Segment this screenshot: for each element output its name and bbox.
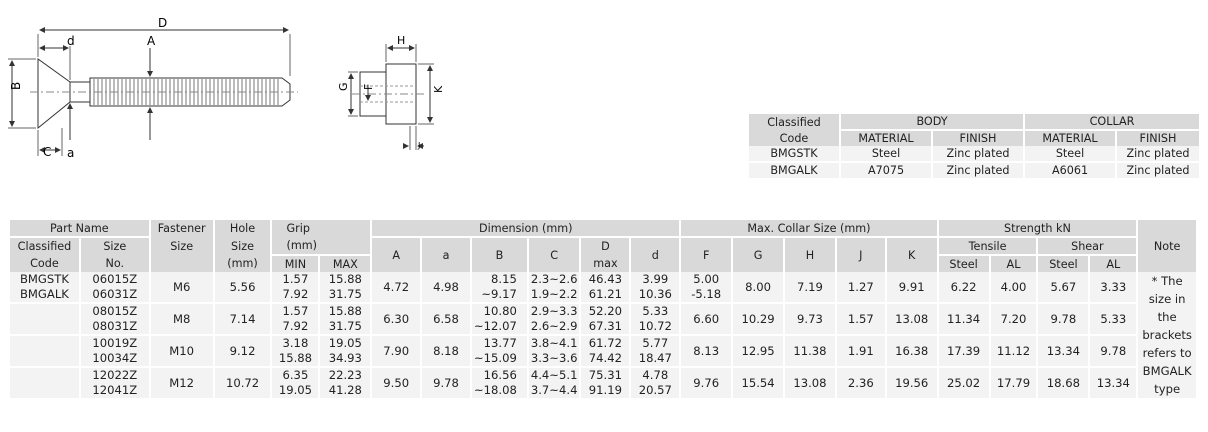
shear-steel-cell: 9.78 xyxy=(1037,303,1089,335)
body-material-cell: A7075 xyxy=(840,162,932,178)
strength-header: Strength kN xyxy=(938,220,1138,237)
part-name-header: Part Name xyxy=(10,220,150,237)
collar-J-cell: 1.57 xyxy=(836,303,886,335)
dim-d-cell: 10.36 xyxy=(630,287,680,303)
spec-table xyxy=(10,220,1196,398)
dim-a-cell: 8.18 xyxy=(421,335,471,367)
code-cell: BMGSTK xyxy=(749,146,840,162)
classified-code-cell: BMGALK xyxy=(10,287,80,303)
hole-header: Hole xyxy=(214,220,272,237)
grip-max-cell: 22.23 xyxy=(319,367,371,383)
dim-D-cell: 61.21 xyxy=(580,287,630,303)
tensile-al-cell: 7.20 xyxy=(990,303,1038,335)
dim-A-header: A xyxy=(371,237,421,272)
shear-al-header: AL xyxy=(1089,255,1137,272)
label-D: D xyxy=(158,16,168,30)
dim-C-cell: 2.6~2.9 xyxy=(528,319,581,335)
table-row xyxy=(10,367,1196,383)
label-d: d xyxy=(67,34,75,48)
technical-drawing xyxy=(0,0,460,170)
dim-B-cell: ~12.07 xyxy=(471,319,528,335)
grip-min-cell: 3.18 xyxy=(271,335,319,351)
label-a: a xyxy=(67,146,75,160)
grip-max-cell: 41.28 xyxy=(319,383,371,398)
grip-max-cell: 31.75 xyxy=(319,287,371,303)
collar-G-cell: 8.00 xyxy=(732,272,784,303)
dim-D-cell: 46.43 xyxy=(580,272,630,287)
table-row xyxy=(10,303,1196,319)
dim-A-cell: 6.30 xyxy=(371,303,421,335)
dim-D-cell: 74.42 xyxy=(580,351,630,367)
grip-max-cell: 15.88 xyxy=(319,272,371,287)
dim-a-cell: 9.78 xyxy=(421,367,471,398)
label-A: A xyxy=(147,34,156,48)
collar-H-cell: 13.08 xyxy=(784,367,836,398)
shear-steel-cell: 5.67 xyxy=(1037,272,1089,303)
collar-G-cell: 15.54 xyxy=(732,367,784,398)
collar-F-cell: 6.60 xyxy=(680,303,732,335)
tensile-steel-cell: 25.02 xyxy=(938,367,990,398)
shear-al-cell: 9.78 xyxy=(1089,335,1137,367)
collar-G-cell: 10.29 xyxy=(732,303,784,335)
collar-material-cell: A6061 xyxy=(1024,162,1116,178)
dim-a-cell: 4.98 xyxy=(421,272,471,303)
collar-K-cell: 9.91 xyxy=(886,272,938,303)
dim-D-cell: 75.31 xyxy=(580,367,630,383)
shear-steel-cell: 13.34 xyxy=(1037,335,1089,367)
grip-max-cell: 15.88 xyxy=(319,303,371,319)
tensile-al-cell: 11.12 xyxy=(990,335,1038,367)
fastener-size-cell: M10 xyxy=(150,335,214,367)
label-F: F xyxy=(362,83,375,90)
classified-code-cell xyxy=(10,367,80,398)
collar-K-cell: 16.38 xyxy=(886,335,938,367)
collar-finish-cell: Zinc plated xyxy=(1116,162,1199,178)
collar-K-header: K xyxy=(886,237,938,272)
hole-size-header: Size xyxy=(214,237,272,255)
shear-al-cell: 5.33 xyxy=(1089,303,1137,335)
dim-a-header: a xyxy=(421,237,471,272)
dim-d-cell: 5.77 xyxy=(630,335,680,351)
tensile-steel-cell: 17.39 xyxy=(938,335,990,367)
classified-header: Classified xyxy=(10,237,80,255)
size-no-cell: 06015Z xyxy=(80,272,150,287)
dim-D-header: D xyxy=(580,237,630,255)
collar-G-cell: 12.95 xyxy=(732,335,784,367)
collar-size-header: Max. Collar Size (mm) xyxy=(680,220,937,237)
collar-material-header: MATERIAL xyxy=(1024,130,1116,146)
dim-C-cell: 2.9~3.3 xyxy=(528,303,581,319)
dim-D-cell: 52.20 xyxy=(580,303,630,319)
dim-d-cell: 5.33 xyxy=(630,303,680,319)
dim-C-cell: 1.9~2.2 xyxy=(528,287,581,303)
hole-size-cell: 5.56 xyxy=(214,272,272,303)
size-no-cell: 06031Z xyxy=(80,287,150,303)
size-no-cell: 10034Z xyxy=(80,351,150,367)
no-header: No. xyxy=(80,255,150,272)
material-table xyxy=(749,114,1199,178)
label-H: H xyxy=(397,34,406,47)
hole-mm-header: (mm) xyxy=(214,255,272,272)
collar-H-cell: 9.73 xyxy=(784,303,836,335)
tensile-al-cell: 17.79 xyxy=(990,367,1038,398)
dim-d-header: d xyxy=(630,237,680,272)
dim-B-cell: 13.77 xyxy=(471,335,528,351)
dim-a-cell: 6.58 xyxy=(421,303,471,335)
tensile-steel-cell: 6.22 xyxy=(938,272,990,303)
grip-min-cell: 7.92 xyxy=(271,287,319,303)
collar-K-cell: 13.08 xyxy=(886,303,938,335)
shear-steel-cell: 18.68 xyxy=(1037,367,1089,398)
dim-d-cell: 4.78 xyxy=(630,367,680,383)
label-J: J xyxy=(418,141,421,150)
dim-C-header: C xyxy=(528,237,581,272)
size-no-cell: 08015Z xyxy=(80,303,150,319)
body-header: BODY xyxy=(840,114,1024,130)
fastener-size-header: Size xyxy=(150,237,214,255)
tensile-al-cell: 4.00 xyxy=(990,272,1038,303)
label-C: C xyxy=(43,145,52,159)
grip-min-cell: 19.05 xyxy=(271,383,319,398)
grip-min-cell: 1.57 xyxy=(271,272,319,287)
dim-D-cell: 61.72 xyxy=(580,335,630,351)
grip-header: Grip xyxy=(271,220,371,237)
grip-min-cell: 7.92 xyxy=(271,319,319,335)
material-row xyxy=(749,146,1199,162)
dim-A-cell: 9.50 xyxy=(371,367,421,398)
dimension-header: Dimension (mm) xyxy=(371,220,680,237)
shear-header: Shear xyxy=(1037,237,1137,255)
dim-C-cell: 3.3~3.6 xyxy=(528,351,581,367)
collar-K-cell: 19.56 xyxy=(886,367,938,398)
tensile-al-header: AL xyxy=(990,255,1038,272)
bolt-drawing xyxy=(8,30,298,156)
collar-finish-header: FINISH xyxy=(1116,130,1199,146)
dim-C-cell: 3.8~4.1 xyxy=(528,335,581,351)
grip-max-cell: 34.93 xyxy=(319,351,371,367)
note-header: Note xyxy=(1137,220,1196,272)
dim-D-cell: 91.19 xyxy=(580,383,630,398)
collar-H-header: H xyxy=(784,237,836,272)
collar-F-header: F xyxy=(680,237,732,272)
classified-header: Classified xyxy=(749,114,840,130)
grip-max-cell: 19.05 xyxy=(319,335,371,351)
shear-al-cell: 13.34 xyxy=(1089,367,1137,398)
size-header: Size xyxy=(80,237,150,255)
collar-H-cell: 7.19 xyxy=(784,272,836,303)
collar-material-cell: Steel xyxy=(1024,146,1116,162)
collar-J-cell: 1.27 xyxy=(836,272,886,303)
size-no-cell: 12041Z xyxy=(80,383,150,398)
dim-B-cell: ~18.08 xyxy=(471,383,528,398)
dim-B-cell: ~15.09 xyxy=(471,351,528,367)
note-cell: * The size in the brackets refers to BMGALK type xyxy=(1137,272,1196,398)
size-no-cell: 12022Z xyxy=(80,367,150,383)
dim-D-max-header: max xyxy=(580,255,630,272)
collar-G-header: G xyxy=(732,237,784,272)
dim-d-cell: 3.99 xyxy=(630,272,680,287)
classified-code-cell: BMGSTK xyxy=(10,272,80,287)
grip-min-cell: 1.57 xyxy=(271,303,319,319)
collar-F-cell: 8.13 xyxy=(680,335,732,367)
size-no-cell: 10019Z xyxy=(80,335,150,351)
grip-max-header: MAX xyxy=(319,255,371,272)
hole-size-cell: 9.12 xyxy=(214,335,272,367)
collar-F-cell: 5.00 xyxy=(680,272,732,287)
collar-header: COLLAR xyxy=(1024,114,1199,130)
dim-C-cell: 3.7~4.4 xyxy=(528,383,581,398)
classified-code-cell xyxy=(10,335,80,367)
body-material-cell: Steel xyxy=(840,146,932,162)
dim-C-cell: 4.4~5.1 xyxy=(528,367,581,383)
label-B: B xyxy=(9,81,23,90)
grip-mm-header: (mm) xyxy=(271,237,371,255)
grip-min-cell: 6.35 xyxy=(271,367,319,383)
hole-size-cell: 10.72 xyxy=(214,367,272,398)
grip-max-cell: 31.75 xyxy=(319,319,371,335)
tensile-steel-cell: 11.34 xyxy=(938,303,990,335)
label-K: K xyxy=(432,85,445,93)
dim-D-cell: 67.31 xyxy=(580,319,630,335)
code-header: Code xyxy=(10,255,80,272)
shear-steel-header: Steel xyxy=(1037,255,1089,272)
tensile-steel-header: Steel xyxy=(938,255,990,272)
fastener-header: Fastener xyxy=(150,220,214,237)
dim-d-cell: 20.57 xyxy=(630,383,680,398)
dim-B-cell: 10.80 xyxy=(471,303,528,319)
tensile-header: Tensile xyxy=(938,237,1038,255)
hole-size-cell: 7.14 xyxy=(214,303,272,335)
collar-H-cell: 11.38 xyxy=(784,335,836,367)
shear-al-cell: 3.33 xyxy=(1089,272,1137,303)
table-row xyxy=(10,272,1196,287)
grip-min-header: MIN xyxy=(271,255,319,272)
dim-C-cell: 2.3~2.6 xyxy=(528,272,581,287)
body-finish-cell: Zinc plated xyxy=(932,162,1024,178)
label-G: G xyxy=(337,82,350,91)
collar-F-cell: -5.18 xyxy=(680,287,732,303)
dim-B-cell: 16.56 xyxy=(471,367,528,383)
dim-A-cell: 7.90 xyxy=(371,335,421,367)
dim-d-cell: 10.72 xyxy=(630,319,680,335)
fastener-size-cell: M8 xyxy=(150,303,214,335)
dim-d-cell: 18.47 xyxy=(630,351,680,367)
code-header: Code xyxy=(749,130,840,146)
fastener-blank-header xyxy=(150,255,214,272)
collar-J-cell: 1.91 xyxy=(836,335,886,367)
collar-J-cell: 2.36 xyxy=(836,367,886,398)
body-material-header: MATERIAL xyxy=(840,130,932,146)
material-row xyxy=(749,162,1199,178)
dim-B-header: B xyxy=(471,237,528,272)
dim-B-cell: ~9.17 xyxy=(471,287,528,303)
body-finish-cell: Zinc plated xyxy=(932,146,1024,162)
collar-J-header: J xyxy=(836,237,886,272)
table-row xyxy=(10,335,1196,351)
dim-A-cell: 4.72 xyxy=(371,272,421,303)
fastener-size-cell: M6 xyxy=(150,272,214,303)
grip-min-cell: 15.88 xyxy=(271,351,319,367)
collar-finish-cell: Zinc plated xyxy=(1116,146,1199,162)
collar-drawing xyxy=(348,44,434,150)
collar-F-cell: 9.76 xyxy=(680,367,732,398)
classified-code-cell xyxy=(10,303,80,335)
body-finish-header: FINISH xyxy=(932,130,1024,146)
size-no-cell: 08031Z xyxy=(80,319,150,335)
code-cell: BMGALK xyxy=(749,162,840,178)
dim-B-cell: 8.15 xyxy=(471,272,528,287)
fastener-size-cell: M12 xyxy=(150,367,214,398)
